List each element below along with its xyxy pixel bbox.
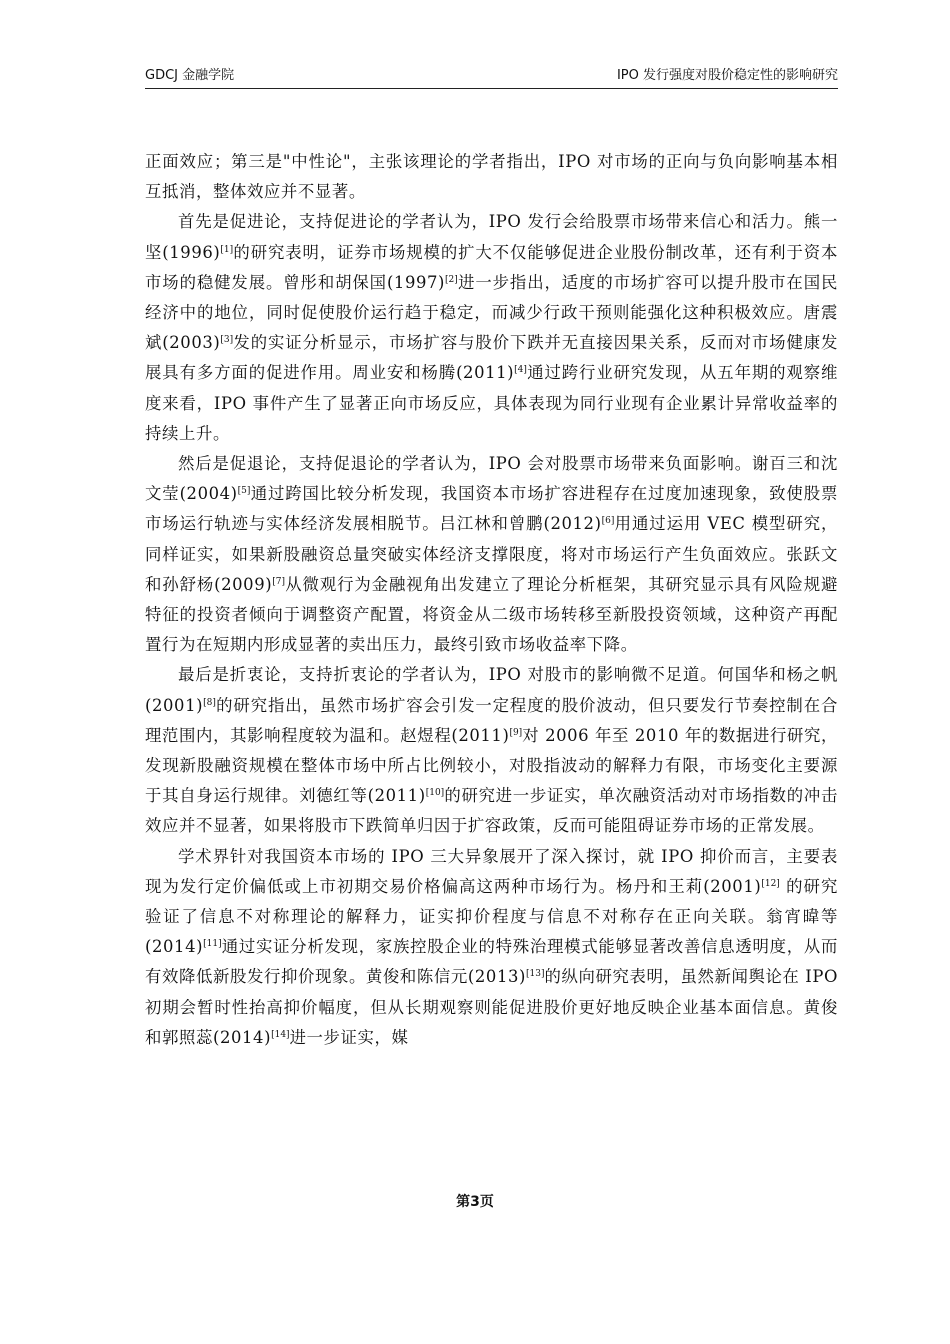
paragraph-text: 对 2006 年至 2010 年的数据进行研究，发现新股融资规模在整体市场中所占比例较小，对股指波动的解释力有限，市场变化主要源于其自身运行规律。刘德红等(2011) [145,725,838,806]
citation-marker: [6] [601,516,615,527]
paragraph-text: 的研究验证了信息不对称理论的解释力，证实抑价程度与信息不对称存在正向关联。翁宵暐等(2014) [145,876,838,957]
paragraph-text: 进一步指出，适度的市场扩容可以提升股市在国民经济中的地位，同时促使股价运行趋于稳定，而减少行政干预则能强化这种积极效应。唐震斌(2003) [145,272,838,353]
citation-marker: [5] [237,486,251,497]
paragraph-text: 用通过运用 VEC 模型研究，同样证实，如果新股融资总量突破实体经济支撑限度，将对市场运行产生负面效应。张跃文和孙舒杨(2009) [145,514,839,594]
paragraph-text: 发的实证分析显示，市场扩容与股价下跌并无直接因果关系，反而对市场健康发展具有多方面的促进作用。周业安和杨腾(2011) [145,333,839,383]
paragraph-text: 的研究表明，证券市场规模的扩大不仅能够促进企业股份制改革，还有利于资本市场的稳健发展。曾彤和胡保国(1997) [145,242,839,292]
paragraph-text: 的研究指出，虽然市场扩容会引发一定程度的股价波动，但只要发行节奏控制在合理范围内，其影响程度较为温和。赵煜程(2011) [145,695,838,745]
citation-marker: [2] [445,274,458,285]
paragraph-text: 通过实证分析发现，家族控股企业的特殊治理模式能够显著改善信息透明度，从而有效降低新股发行抑价现象。黄俊和陈信元(2013) [145,937,838,987]
paragraph-text: 的研究进一步证实，单次融资活动对市场指数的冲击效应并不显著，如果将股市下跌简单归因于扩容政策，反而可能阻碍证券市场的正常发展。 [145,786,838,836]
page-number: 第3页 [456,1194,494,1210]
page-header [145,66,838,89]
citation-marker: [12] [761,878,780,889]
citation-marker: [13] [526,969,545,980]
citation-marker: [9] [509,727,523,738]
body-text [145,147,838,1053]
paragraph-text: 进一步证实，媒 [289,1027,409,1047]
citation-marker: [1] [220,244,234,255]
paragraph-text: 从微观行为金融视角出发建立了理论分析框架，其研究显示具有风险规避特征的投资者倾向于调整资产配置，将资金从二级市场转移至新股投资领域，这种资产再配置行为在短期内形成显著的卖出压力，最终引致市场收益率下降。 [145,574,838,655]
citation-marker: [14] [271,1029,290,1040]
citation-marker: [3] [220,335,234,346]
citation-marker: [8] [203,697,216,708]
paragraph-text: 学术界针对我国资本市场的 IPO 三大异象展开了深入探讨，就 IPO 抑价而言，主要表现为发行定价偏低或上市初期交易价格偏高这两种市场行为。杨丹和王莉(2001) [145,846,838,896]
header-institution: GDCJ 金融学院 [145,68,235,83]
header-document-title: IPO 发行强度对股价稳定性的影响研究 [616,68,838,83]
paragraph-text: 然后是促退论，支持促退论的学者认为，IPO 会对股票市场带来负面影响。谢百三和沈文莹(2004) [145,454,838,504]
paragraph-text: 正面效应；第三是"中性论"，主张该理论的学者指出，IPO 对市场的正向与负向影响基本相互抵消，整体效应并不显著。 [145,152,838,202]
citation-marker: [4] [514,365,527,376]
paragraph-text: 首先是促进论，支持促进论的学者认为，IPO 发行会给股票市场带来信心和活力。熊一坚(1996) [145,212,838,262]
paragraph-text: 通过跨行业研究发现，从五年期的观察维度来看，IPO 事件产生了显著正向市场反应，具体表现为同行业现有企业累计异常收益率的持续上升。 [145,363,838,443]
citation-marker: [11] [203,939,222,950]
paragraph [145,449,838,660]
paragraph-text: 通过跨国比较分析发现，我国资本市场扩容进程存在过度加速现象，致使股票市场运行轨迹与实体经济发展相脱节。吕江林和曾鹏(2012) [145,484,838,534]
paragraph [145,842,838,1053]
citation-marker: [7] [272,576,285,587]
citation-marker: [10] [425,788,445,799]
paragraph [145,147,838,207]
paragraph [145,207,838,449]
paragraph-text: 最后是折衷论，支持折衷论的学者认为，IPO 对股市的影响微不足道。何国华和杨之帆(2001) [145,665,838,715]
paragraph-text: 的纵向研究表明，虽然新闻舆论在 IPO 初期会暂时性抬高抑价幅度，但从长期观察则能促进股价更好地反映企业基本面信息。黄俊和郭照蕊(2014) [145,967,838,1047]
paragraph [145,660,838,841]
